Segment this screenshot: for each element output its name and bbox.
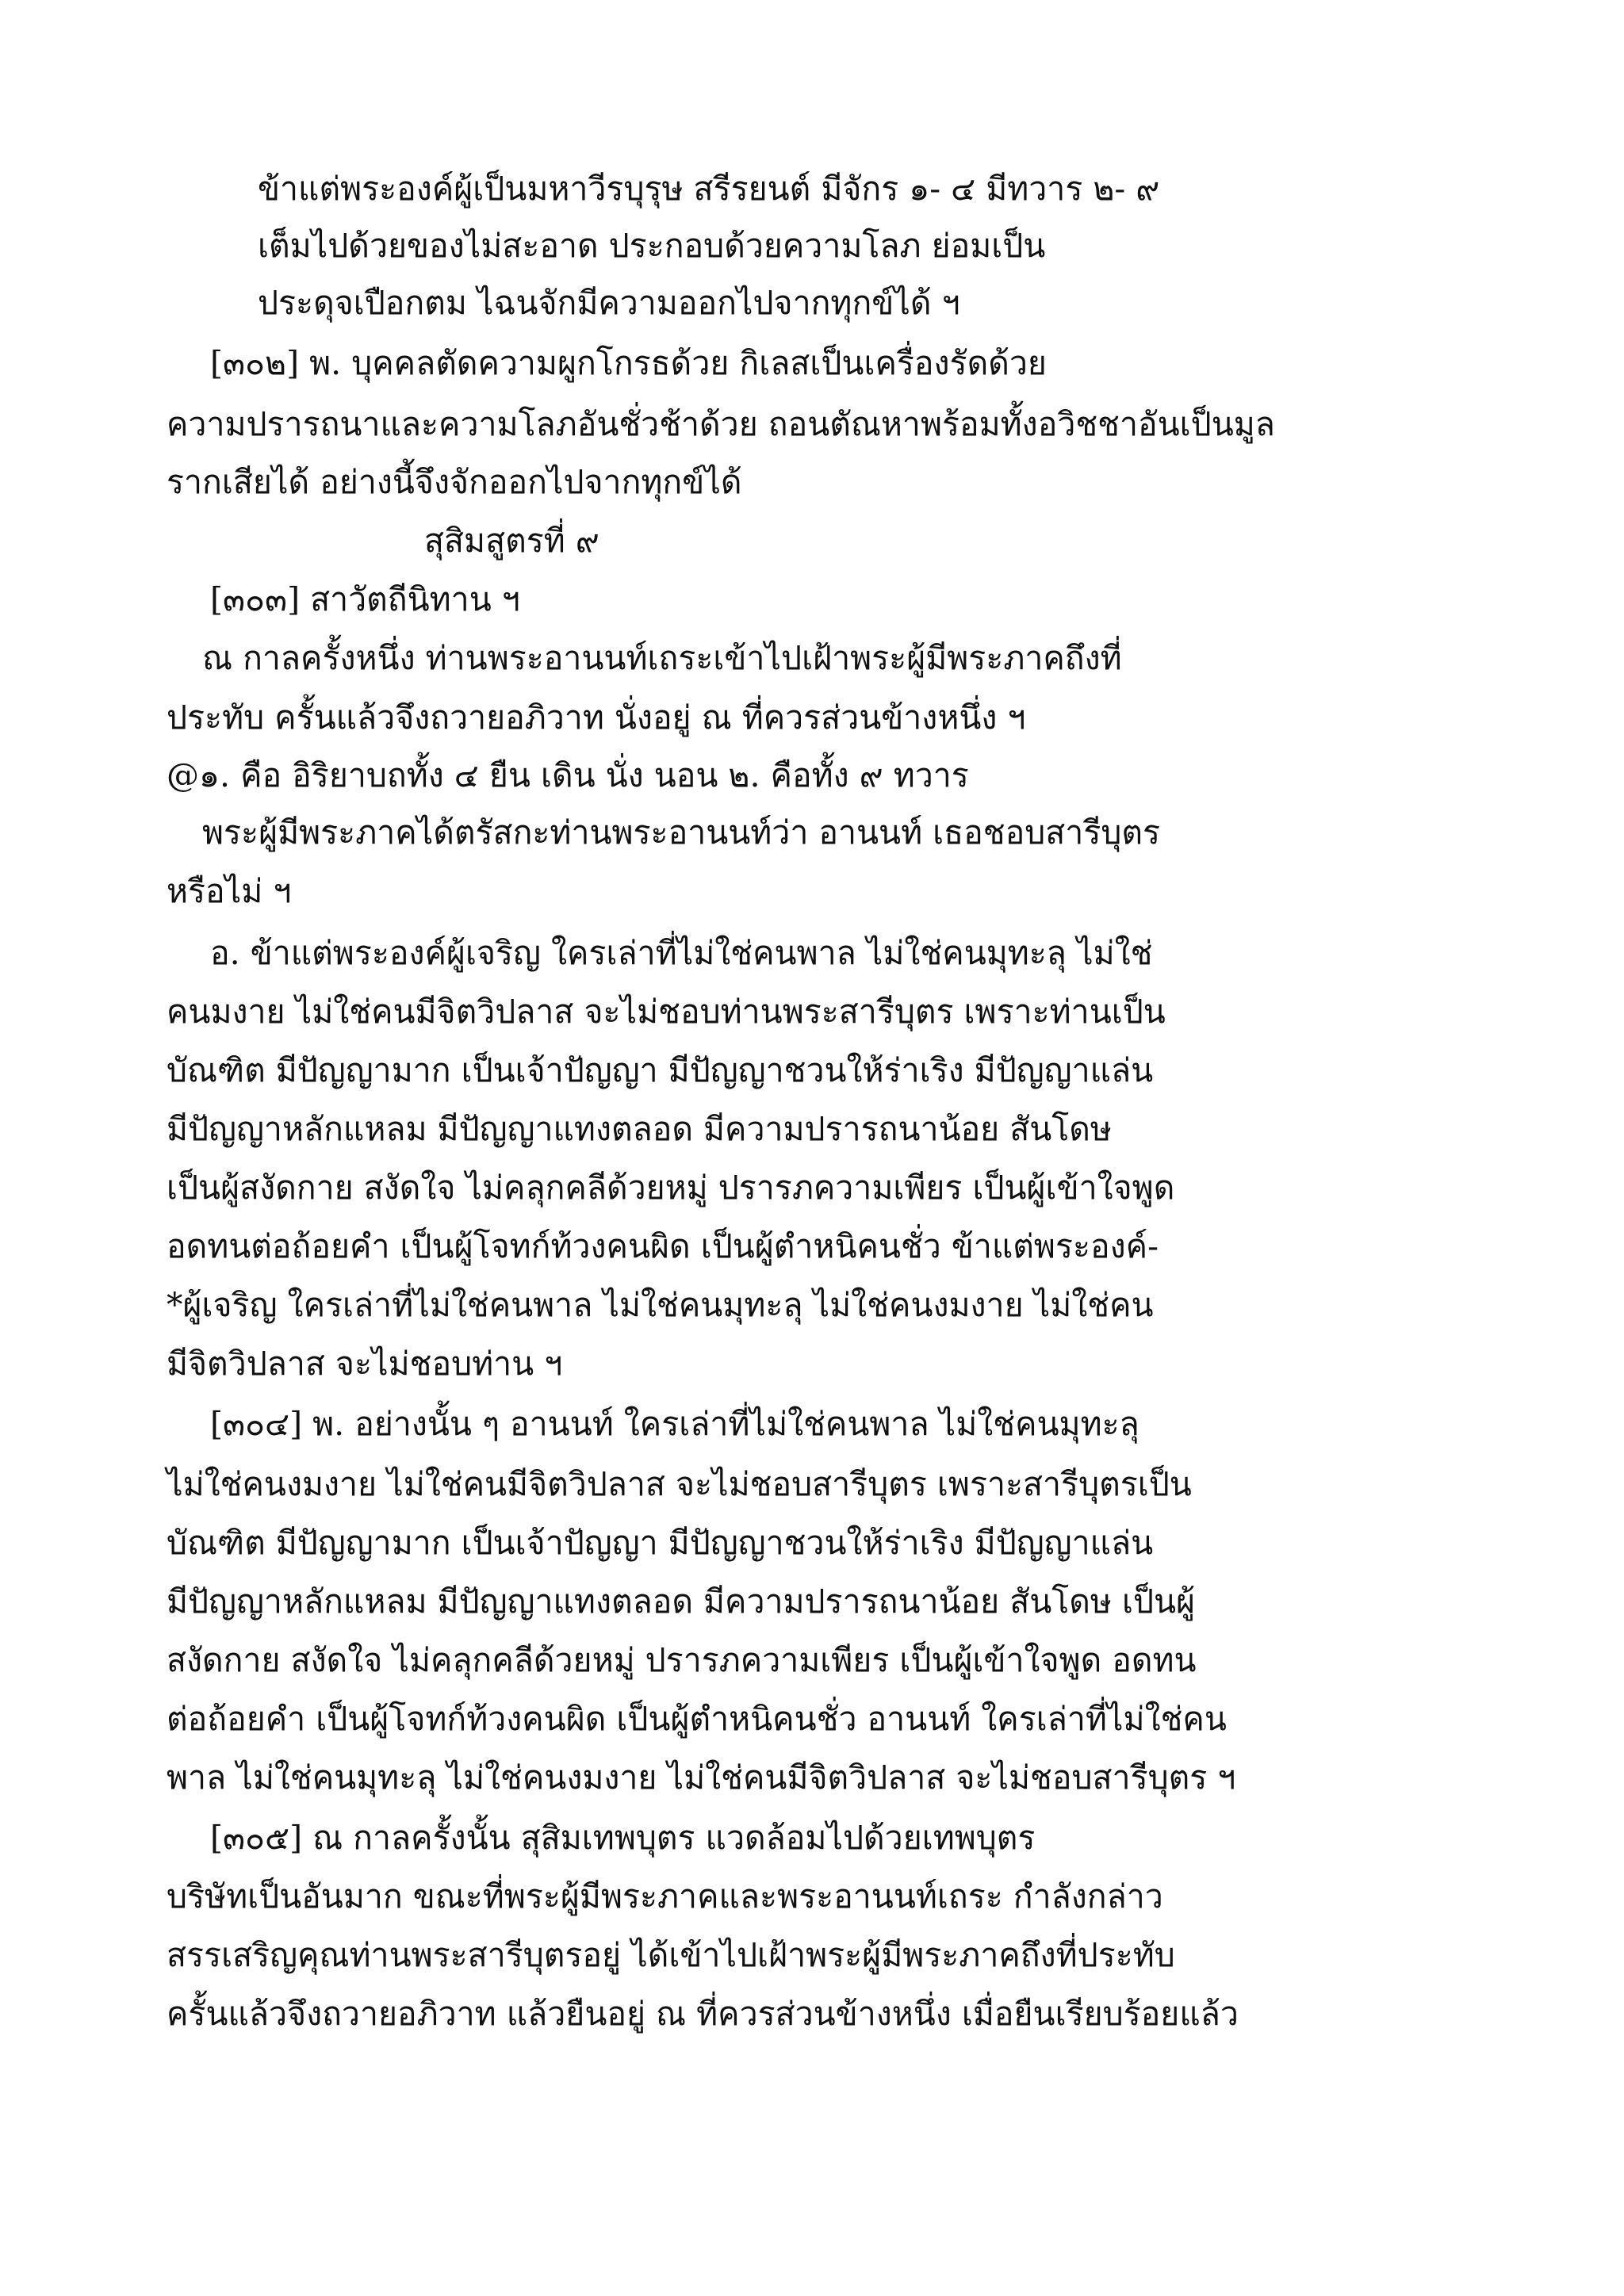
- text-line: คนมงาย ไม่ใช่คนมีจิตวิปลาส จะไม่ชอบท่านพระสารีบุตร เพราะท่านเป็น: [167, 993, 1166, 1031]
- text-line: ข้าแต่พระองค์ผู้เป็นมหาวีรบุรุษ สรีรยนต์ มีจักร ๑- ๔ มีทวาร ๒- ๙: [258, 170, 1160, 208]
- text-line: อ. ข้าแต่พระองค์ผู้เจริญ ใครเล่าที่ไม่ใช่คนพาล ไม่ใช่คนมุทะลุ ไม่ใช่: [210, 934, 1153, 972]
- text-line: พาล ไม่ใช่คนมุทะลุ ไม่ใช่คนงมงาย ไม่ใช่คนมีจิตวิปลาส จะไม่ชอบสารีบุตร ฯ: [167, 1758, 1236, 1797]
- text-line: เป็นผู้สงัดกาย สงัดใจ ไม่คลุกคลีด้วยหมู่ ปรารภความเพียร เป็นผู้เข้าใจพูด: [167, 1169, 1175, 1207]
- text-line: บัณฑิต มีปัญญามาก เป็นเจ้าปัญญา มีปัญญาชวนให้ร่าเริง มีปัญญาแล่น: [167, 1051, 1154, 1089]
- text-line: มีจิตวิปลาส จะไม่ชอบท่าน ฯ: [167, 1345, 563, 1383]
- text-line: หรือไม่ ฯ: [167, 872, 292, 910]
- text-line: ประดุจเปือกตม ไฉนจักมีความออกไปจากทุกข์ได้ ฯ: [258, 284, 960, 322]
- text-line: *ผู้เจริญ ใครเล่าที่ไม่ใช่คนพาล ไม่ใช่คนมุทะลุ ไม่ใช่คนงมงาย ไม่ใช่คน: [167, 1286, 1154, 1324]
- text-line: มีปัญญาหลักแหลม มีปัญญาแทงตลอด มีความปรารถนาน้อย สันโดษ เป็นผู้: [167, 1582, 1196, 1621]
- text-line: รากเสียได้ อย่างนี้จึงจักออกไปจากทุกข์ได้: [167, 463, 742, 501]
- text-line: เต็มไปด้วยของไม่สะอาด ประกอบด้วยความโลภ ย่อมเป็น: [258, 227, 1046, 265]
- text-line: อดทนต่อถ้อยคำ เป็นผู้โจทก์ท้วงคนผิด เป็นผู้ตำหนิคนชั่ว ข้าแต่พระองค์-: [167, 1227, 1159, 1265]
- text-line: [๓๐๕] ณ กาลครั้งนั้น สุสิมเทพบุตร แวดล้อมไปด้วยเทพบุตร: [210, 1819, 1036, 1857]
- text-line: [๓๐๒] พ. บุคคลตัดความผูกโกรธด้วย กิเลสเป็นเครื่องรัดด้วย: [210, 344, 1047, 382]
- text-line: ต่อถ้อยคำ เป็นผู้โจทก์ท้วงคนผิด เป็นผู้ตำหนิคนชั่ว อานนท์ ใครเล่าที่ไม่ใช่คน: [167, 1700, 1227, 1738]
- text-line: ความปรารถนาและความโลภอันชั่วช้าด้วย ถอนตัณหาพร้อมทั้งอวิชชาอันเป็นมูล: [167, 405, 1275, 443]
- text-line: ครั้นแล้วจึงถวายอภิวาท แล้วยืนอยู่ ณ ที่ควรส่วนข้างหนึ่ง เมื่อยืนเรียบร้อยแล้ว: [167, 1995, 1239, 2033]
- text-line: มีปัญญาหลักแหลม มีปัญญาแทงตลอด มีความปรารถนาน้อย สันโดษ: [167, 1110, 1112, 1148]
- text-line: สรรเสริญคุณท่านพระสารีบุตรอยู่ ได้เข้าไปเฝ้าพระผู้มีพระภาคถึงที่ประทับ: [167, 1936, 1175, 1974]
- text-line: ประทับ ครั้นแล้วจึงถวายอภิวาท นั่งอยู่ ณ ที่ควรส่วนข้างหนึ่ง ฯ: [167, 698, 1026, 737]
- section-title: สุสิมสูตรที่ ๙: [424, 522, 599, 560]
- text-line: บัณฑิต มีปัญญามาก เป็นเจ้าปัญญา มีปัญญาชวนให้ร่าเริง มีปัญญาแล่น: [167, 1524, 1154, 1562]
- text-line: ไม่ใช่คนงมงาย ไม่ใช่คนมีจิตวิปลาส จะไม่ชอบสารีบุตร เพราะสารีบุตรเป็น: [167, 1465, 1192, 1503]
- text-line: ณ กาลครั้งหนึ่ง ท่านพระอานนท์เถระเข้าไปเฝ้าพระผู้มีพระภาคถึงที่: [202, 639, 1122, 677]
- footnote-line: @๑. คือ อิริยาบถทั้ง ๔ ยืน เดิน นั่ง นอน ๒. คือทั้ง ๙ ทวาร: [167, 756, 969, 794]
- text-line: [๓๐๓] สาวัตถีนิทาน ฯ: [210, 580, 520, 618]
- text-line: พระผู้มีพระภาคได้ตรัสกะท่านพระอานนท์ว่า อานนท์ เธอชอบสารีบุตร: [202, 813, 1161, 851]
- text-line: บริษัทเป็นอันมาก ขณะที่พระผู้มีพระภาคและพระอานนท์เถระ กำลังกล่าว: [167, 1877, 1163, 1915]
- text-line: สงัดกาย สงัดใจ ไม่คลุกคลีด้วยหมู่ ปรารภความเพียร เป็นผู้เข้าใจพูด อดทน: [167, 1641, 1197, 1679]
- text-line: [๓๐๔] พ. อย่างนั้น ๆ อานนท์ ใครเล่าที่ไม่ใช่คนพาล ไม่ใช่คนมุทะลุ: [210, 1405, 1139, 1443]
